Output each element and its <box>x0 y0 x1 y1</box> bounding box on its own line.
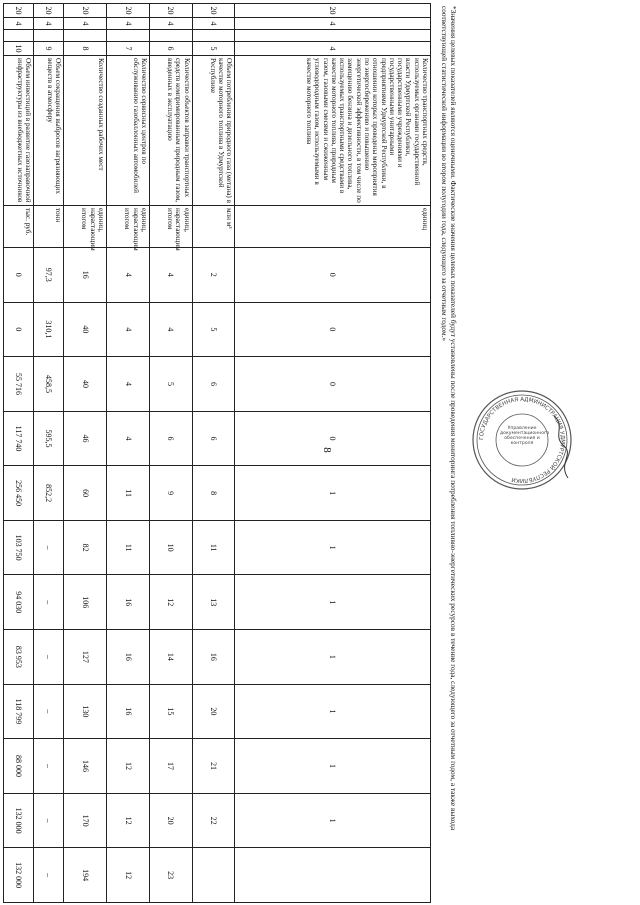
indicator-value: 83 953 <box>4 630 34 685</box>
table-row <box>64 4 107 903</box>
indicator-value: 23 <box>149 848 192 903</box>
indicator-value: 103 750 <box>4 520 34 575</box>
row-code-1: 20 <box>34 4 64 18</box>
indicator-value: 1 <box>235 739 431 794</box>
row-index: 4 <box>235 42 431 56</box>
indicators-table <box>3 3 431 903</box>
indicator-value: – <box>34 793 64 848</box>
indicator-value: 40 <box>64 302 107 357</box>
indicator-name: Объем потребления природного газа (метана) в качестве моторного топлива в Удмуртской Республике <box>192 56 235 206</box>
indicator-value: 130 <box>64 684 107 739</box>
table-row <box>235 4 431 903</box>
indicator-unit: единиц, нарастающим итогом <box>107 206 150 248</box>
indicator-name: Количество транспортных средств, используемых органами государственной власти Удмуртской Республики, государственными учреждениями и государственными унитарными предприятиями Удмуртской Республики, в отношении которых проведены мероприятия по энергосбережению и повышению энергетической эффективности, в том числе по замещению бензина и дизельного топлива, используемых транспортными средствами в качестве моторного топлива, природным газом, газовыми смесями и сжиженным углеводородным газом, используемыми в качестве моторного топлива <box>235 56 431 206</box>
indicator-value: 0 <box>4 248 34 303</box>
row-code-2: 4 <box>235 18 431 30</box>
row-code-blank <box>235 30 431 42</box>
row-code-1: 20 <box>107 4 150 18</box>
indicator-name: Количество объектов заправки транспортных средств компримированным природным газом, введенных в эксплуатацию <box>149 56 192 206</box>
row-code-1: 20 <box>4 4 34 18</box>
indicator-value: 5 <box>192 302 235 357</box>
row-code-blank <box>107 30 150 42</box>
page-number: 8 <box>321 447 333 453</box>
document-table-container <box>3 3 431 903</box>
indicator-unit: единиц, нарастающим итогом <box>149 206 192 248</box>
row-code-blank <box>34 30 64 42</box>
indicator-name: Объем сокращения выбросов загрязняющих веществ в атмосферу <box>34 56 64 206</box>
indicator-value: 14 <box>149 630 192 685</box>
indicator-unit: тыс. руб. <box>4 206 34 248</box>
row-code-1: 20 <box>64 4 107 18</box>
indicator-value: 6 <box>149 411 192 466</box>
signature <box>548 412 578 482</box>
indicator-value: 6 <box>192 411 235 466</box>
indicator-value: 6 <box>192 357 235 412</box>
indicator-value: 8 <box>192 466 235 521</box>
indicator-value: 4 <box>107 357 150 412</box>
indicator-value: 2 <box>192 248 235 303</box>
indicator-value: 106 <box>64 575 107 630</box>
indicator-value: 4 <box>107 302 150 357</box>
indicator-value: 13 <box>192 575 235 630</box>
row-code-2: 4 <box>4 18 34 30</box>
indicator-value: 5 <box>149 357 192 412</box>
indicator-value: 0 <box>4 302 34 357</box>
indicator-value: 55 716 <box>4 357 34 412</box>
indicator-value: 0 <box>235 357 431 412</box>
indicator-value: 4 <box>149 302 192 357</box>
indicator-value: 9 <box>149 466 192 521</box>
indicator-value: 94 030 <box>4 575 34 630</box>
table-row <box>34 4 64 903</box>
row-code-2: 4 <box>149 18 192 30</box>
indicator-value: 16 <box>107 630 150 685</box>
indicator-value: – <box>34 575 64 630</box>
indicator-value: 22 <box>192 793 235 848</box>
row-code-2: 4 <box>34 18 64 30</box>
indicator-value: 194 <box>64 848 107 903</box>
indicator-value: 10 <box>149 520 192 575</box>
indicator-value: 20 <box>149 793 192 848</box>
indicator-value: 0 <box>235 248 431 303</box>
row-code-1: 20 <box>192 4 235 18</box>
indicator-value: – <box>34 520 64 575</box>
row-code-blank <box>64 30 107 42</box>
indicator-value: 127 <box>64 630 107 685</box>
indicator-value: 16 <box>107 575 150 630</box>
indicator-value: 0 <box>235 411 431 466</box>
indicator-value: 88 000 <box>4 739 34 794</box>
indicator-value: 21 <box>192 739 235 794</box>
indicator-value: 132 000 <box>4 848 34 903</box>
indicator-unit: млн м³ <box>192 206 235 248</box>
stamp-outer-text: ГОСУДАРСТВЕННАЯ АДМИНИСТРАЦИЯ УДМУРТСКОЙ РЕСПУБЛИКИ <box>478 396 566 484</box>
indicator-value: 12 <box>107 739 150 794</box>
indicator-value: 132 000 <box>4 793 34 848</box>
indicator-value: – <box>34 630 64 685</box>
table-row <box>192 4 235 903</box>
row-index: 10 <box>4 42 34 56</box>
row-index: 9 <box>34 42 64 56</box>
row-code-blank <box>192 30 235 42</box>
indicator-value: 82 <box>64 520 107 575</box>
indicator-value: 40 <box>64 357 107 412</box>
indicator-value: 12 <box>107 793 150 848</box>
row-index: 8 <box>64 42 107 56</box>
row-index: 5 <box>192 42 235 56</box>
row-code-1: 20 <box>149 4 192 18</box>
indicator-value <box>192 848 235 903</box>
indicator-name: Количество сервисных центров по обслуживанию газобаллонных автомобилей <box>107 56 150 206</box>
indicator-value: 97,3 <box>34 248 64 303</box>
indicator-value: 146 <box>64 739 107 794</box>
indicator-value: 256 450 <box>4 466 34 521</box>
indicator-value: 1 <box>235 575 431 630</box>
indicator-unit: единиц, нарастающим итогом <box>64 206 107 248</box>
indicator-value: 852,2 <box>34 466 64 521</box>
indicator-value: – <box>34 684 64 739</box>
indicator-value: 16 <box>107 684 150 739</box>
indicator-value: 20 <box>192 684 235 739</box>
table-row <box>107 4 150 903</box>
row-code-blank <box>149 30 192 42</box>
indicator-value: 0 <box>235 302 431 357</box>
indicator-unit: тонн <box>34 206 64 248</box>
indicator-value: 4 <box>107 248 150 303</box>
indicator-value: 170 <box>64 793 107 848</box>
indicator-value: 11 <box>107 520 150 575</box>
indicator-value: 1 <box>235 520 431 575</box>
indicator-value: 1 <box>235 684 431 739</box>
indicator-value: 11 <box>192 520 235 575</box>
indicator-value: 11 <box>107 466 150 521</box>
indicator-value: 118 799 <box>4 684 34 739</box>
indicator-value: 15 <box>149 684 192 739</box>
row-index: 6 <box>149 42 192 56</box>
indicator-value: 117 740 <box>4 411 34 466</box>
indicator-value: 1 <box>235 793 431 848</box>
indicator-value: 595,5 <box>34 411 64 466</box>
indicator-value: – <box>34 848 64 903</box>
indicator-value: 60 <box>64 466 107 521</box>
table-row <box>4 4 34 903</box>
indicator-unit: единиц <box>235 206 431 248</box>
indicator-value: 12 <box>107 848 150 903</box>
row-code-blank <box>4 30 34 42</box>
row-index: 7 <box>107 42 150 56</box>
indicator-value: 1 <box>235 466 431 521</box>
indicator-value: 458,5 <box>34 357 64 412</box>
footnote: *Значения целевых показателей являются оценочными. Фактические значения целевых показателей будут установлены после проведения мониторинга потребления топливно-энергетических ресурсов в течение года, следующего за отчетным годом, а также выхода соответствующей статистической информации во втором полугодии года, следующего за отчетным годом.» <box>440 6 458 831</box>
indicator-value: 4 <box>107 411 150 466</box>
stamp-center-text: Управление документационного обеспечения и контроля <box>500 426 550 447</box>
indicator-value: 46 <box>64 411 107 466</box>
indicator-value: 16 <box>192 630 235 685</box>
row-code-2: 4 <box>64 18 107 30</box>
indicator-value: 12 <box>149 575 192 630</box>
indicator-name: Объем инвестиций в развитие газозаправочной инфраструктуры из внебюджетных источников <box>4 56 34 206</box>
indicator-value: 16 <box>64 248 107 303</box>
indicator-value: 1 <box>235 630 431 685</box>
indicator-value: 17 <box>149 739 192 794</box>
indicator-value <box>235 848 431 903</box>
table-row <box>149 4 192 903</box>
indicator-name: Количество созданных рабочих мест <box>64 56 107 206</box>
indicator-value: 310,1 <box>34 302 64 357</box>
row-code-2: 4 <box>192 18 235 30</box>
row-code-1: 20 <box>235 4 431 18</box>
indicator-value: 4 <box>149 248 192 303</box>
row-code-2: 4 <box>107 18 150 30</box>
indicator-value: – <box>34 739 64 794</box>
